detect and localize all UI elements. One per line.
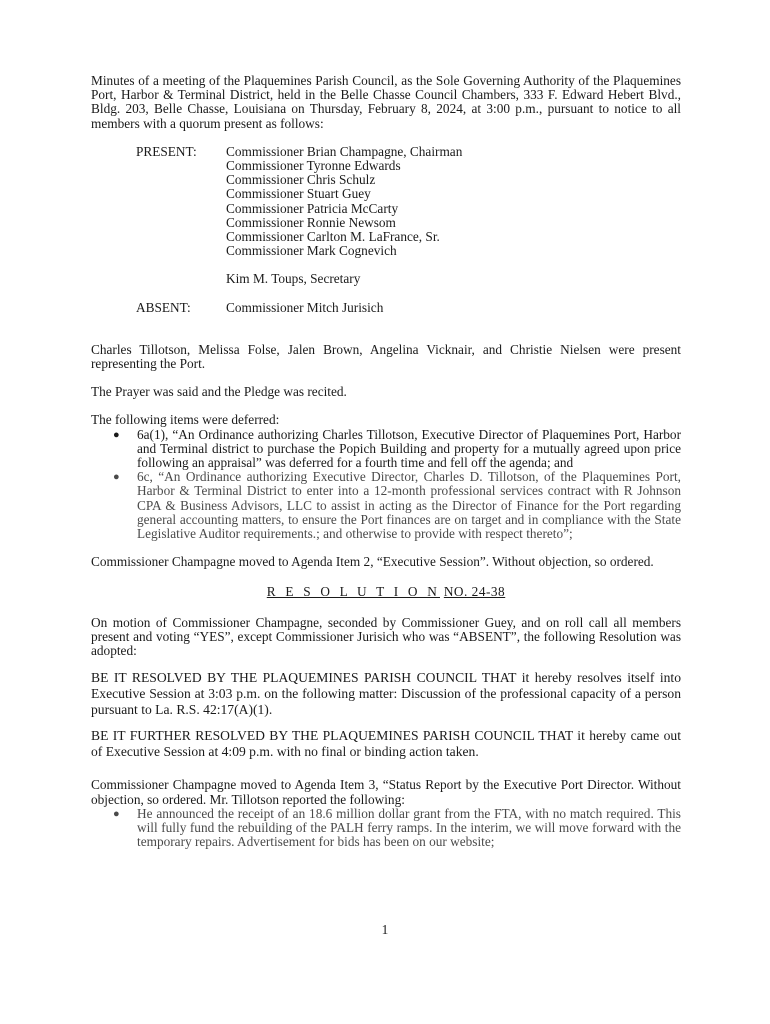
- resolution-clause: [91, 670, 681, 718]
- resolution-motion: On motion of Commissioner Champagne, seconded by Commissioner Guey, and on roll call all members present and voting “YES”, except Commissioner Jurisich who was “ABSENT”, the following Resolution was adopted:: [91, 614, 681, 659]
- further-resolution-clause: [91, 728, 681, 760]
- list-item: [91, 807, 681, 850]
- present-member: Commissioner Carlton M. LaFrance, Sr.: [226, 229, 440, 245]
- deferred-list: [91, 428, 681, 542]
- minutes-body: [91, 74, 681, 849]
- present-member: Commissioner Chris Schulz: [226, 172, 376, 188]
- further-text: it hereby came out of Executive Session at 4:09 p.m. with no final or binding action taken.: [91, 728, 682, 760]
- meeting-intro: Minutes of a meeting of the Plaquemines Parish Council, as the Sole Governing Authority of the Plaquemines Port, Harbor & Terminal District, held in the Belle Chasse Council Chambers, 333 F. Edward Hebert Blvd., Bldg. 203, Belle Chasse, Louisiana on Thursday, February 8, 2024, at 3:00 p.m., pursuant to notice to all members with a quorum present as follows:: [91, 73, 681, 131]
- present-member: Commissioner Patricia McCarty: [226, 200, 399, 216]
- bullet-icon: ●: [113, 471, 120, 484]
- status-item-text: He announced the receipt of an 18.6 million dollar grant from the FTA, with no match required. This will fully fund the rebuilding of the PALH ferry ramps. In the interim, we will move forward with the temporary repairs. Advertisement for bids has been on our website;: [137, 805, 681, 850]
- present-roster: [136, 145, 681, 287]
- deferred-heading: The following items were deferred:: [91, 412, 280, 428]
- resolved-caps: BE IT RESOLVED BY THE PLAQUEMINES PARISH COUNCIL THAT: [91, 670, 517, 686]
- present-names: [226, 145, 462, 287]
- page-number: 1: [381, 922, 389, 937]
- present-member: Commissioner Brian Champagne, Chairman: [226, 143, 463, 159]
- deferred-item-text: 6a(1), “An Ordinance authorizing Charles Tillotson, Executive Director of Plaquemines Port, Harbor and Terminal district to purchase the Popich Building and property for a mutually agreed upon price following an appraisal” was deferred for a fourth time and fell off the agenda; and: [137, 426, 681, 471]
- resolution-word: R E S O L U T I O N: [266, 584, 440, 600]
- absent-roster: [136, 301, 681, 315]
- bullet-icon: ●: [113, 807, 120, 820]
- resolved-text: it hereby resolves itself into Executive Session at 3:03 p.m. on the following matter: Discussion of the professional capacity of a person pursuant to La. R.S. 42:17(A)(1).: [91, 670, 682, 718]
- present-member: Commissioner Ronnie Newsom: [226, 214, 396, 230]
- bullet-icon: ●: [113, 428, 120, 441]
- resolution-number: NO. 24-38: [443, 584, 506, 600]
- list-item: [91, 428, 681, 471]
- status-report-list: [91, 807, 681, 850]
- absent-member: Commissioner Mitch Jurisich: [226, 299, 384, 315]
- present-member: Commissioner Tyronne Edwards: [226, 158, 401, 174]
- secretary-name: Kim M. Toups, Secretary: [226, 271, 361, 287]
- further-caps: BE IT FURTHER RESOLVED BY THE PLAQUEMINES PARISH COUNCIL THAT: [91, 728, 573, 744]
- absent-label: ABSENT:: [136, 299, 191, 315]
- executive-session-motion: Commissioner Champagne moved to Agenda Item 2, “Executive Session”. Without objection, so ordered.: [91, 554, 654, 570]
- absent-names: [226, 301, 383, 315]
- resolution-title: [91, 585, 681, 599]
- present-member: Commissioner Mark Cognevich: [226, 243, 397, 259]
- prayer-pledge: The Prayer was said and the Pledge was recited.: [91, 384, 347, 400]
- port-representatives: Charles Tillotson, Melissa Folse, Jalen Brown, Angelina Vicknair, and Christie Nielsen were present representing the Port.: [91, 341, 681, 372]
- list-item: [91, 470, 681, 541]
- status-report-intro: Commissioner Champagne moved to Agenda Item 3, “Status Report by the Executive Port Director. Without objection, so ordered. Mr. Tillotson reported the following:: [91, 777, 681, 807]
- deferred-item-text: 6c, “An Ordinance authorizing Executive Director, Charles D. Tillotson, of the Plaquemines Port, Harbor & Terminal District to enter into a 12-month professional services contract with R Johnson CPA & Business Advisors, LLC to assist in acting as the Director of Finance for the Port regarding general accounting matters, to ensure the Port finances are on target and in compliance with the State Legislative Auditor requirements.; and otherwise to provide with respect thereto”;: [137, 469, 681, 542]
- present-member: Commissioner Stuart Guey: [226, 186, 371, 202]
- present-label: PRESENT:: [136, 143, 197, 159]
